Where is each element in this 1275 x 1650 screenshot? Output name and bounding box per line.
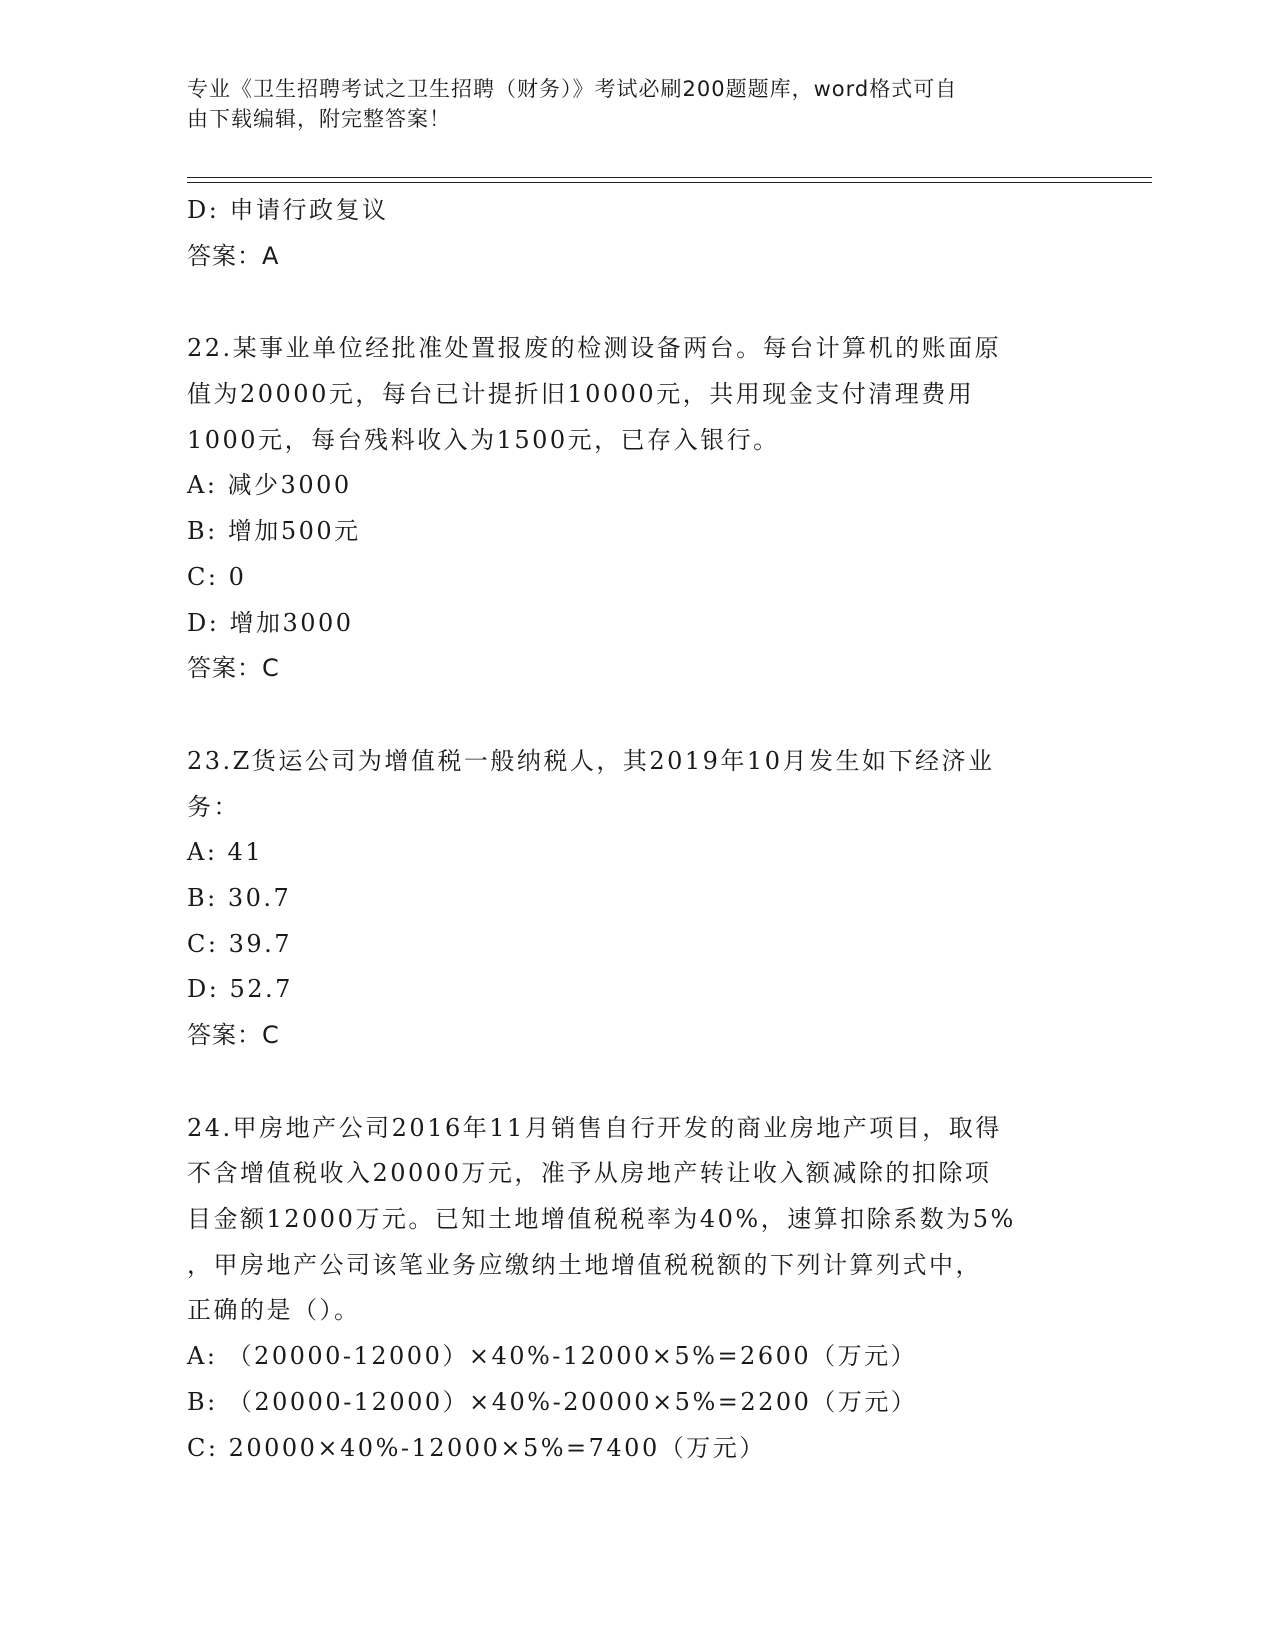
question-23 — [187, 739, 1087, 1059]
spacer — [187, 692, 1087, 739]
option-b: B: （20000-12000）×40%-20000×5%=2200（万元） — [187, 1387, 918, 1416]
option-c: C: 20000×40%-12000×5%=7400（万元） — [187, 1433, 766, 1462]
question-24 — [187, 1106, 1087, 1472]
option-c: C: 39.7 — [187, 929, 293, 958]
header-rule-top — [187, 177, 1152, 178]
header-line-2: 由下载编辑，附完整答案！ — [187, 107, 451, 131]
question-stem-line: 不含增值税收入20000万元，准予从房地产转让收入额减除的扣除项 — [187, 1159, 992, 1188]
question-stem-line: ，甲房地产公司该笔业务应缴纳土地增值税税额的下列计算列式中， — [187, 1250, 982, 1279]
question-stem-line: 1000元，每台残料收入为1500元，已存入银行。 — [187, 425, 780, 454]
answer-line: 答案：C — [187, 654, 280, 683]
option-d: D: 增加3000 — [187, 608, 354, 637]
question-stem-line: 值为20000元，每台已计提折旧10000元，共用现金支付清理费用 — [187, 380, 975, 409]
option-b: B: 增加500元 — [187, 517, 361, 546]
answer-line: 答案：C — [187, 1021, 280, 1049]
question-stem-line: 务： — [187, 792, 240, 821]
option-d: D: 52.7 — [187, 975, 293, 1004]
question-stem-line: 22.某事业单位经批准处置报废的检测设备两台。每台计算机的账面原 — [187, 334, 1002, 363]
option-a: A: 41 — [187, 838, 264, 867]
option-d: D: 申请行政复议 — [187, 196, 389, 224]
answer-line: 答案：A — [187, 241, 280, 270]
header-rule-bottom — [187, 182, 1152, 183]
question-content — [187, 188, 1087, 1471]
option-a: A: （20000-12000）×40%-12000×5%=2600（万元） — [187, 1342, 918, 1371]
spacer — [187, 1059, 1087, 1106]
question-22 — [187, 326, 1087, 692]
question-stem-line: 23.Z货运公司为增值税一般纳税人，其2019年10月发生如下经济业 — [187, 746, 995, 775]
question-stem-line: 目金额12000万元。已知土地增值税税率为40%，速算扣除系数为5% — [187, 1205, 1016, 1234]
question-stem-line: 正确的是（）。 — [187, 1296, 361, 1325]
option-c: C: 0 — [187, 562, 247, 591]
question-stem-line: 24.甲房地产公司2016年11月销售自行开发的商业房地产项目，取得 — [187, 1113, 1002, 1142]
document-header — [187, 74, 1067, 134]
previous-question-tail — [187, 188, 1087, 279]
header-line-1: 专业《卫生招聘考试之卫生招聘（财务）》考试必刷200题题库，word格式可自 — [187, 77, 958, 101]
option-b: B: 30.7 — [187, 883, 292, 912]
spacer — [187, 279, 1087, 326]
option-a: A: 减少3000 — [187, 471, 352, 500]
